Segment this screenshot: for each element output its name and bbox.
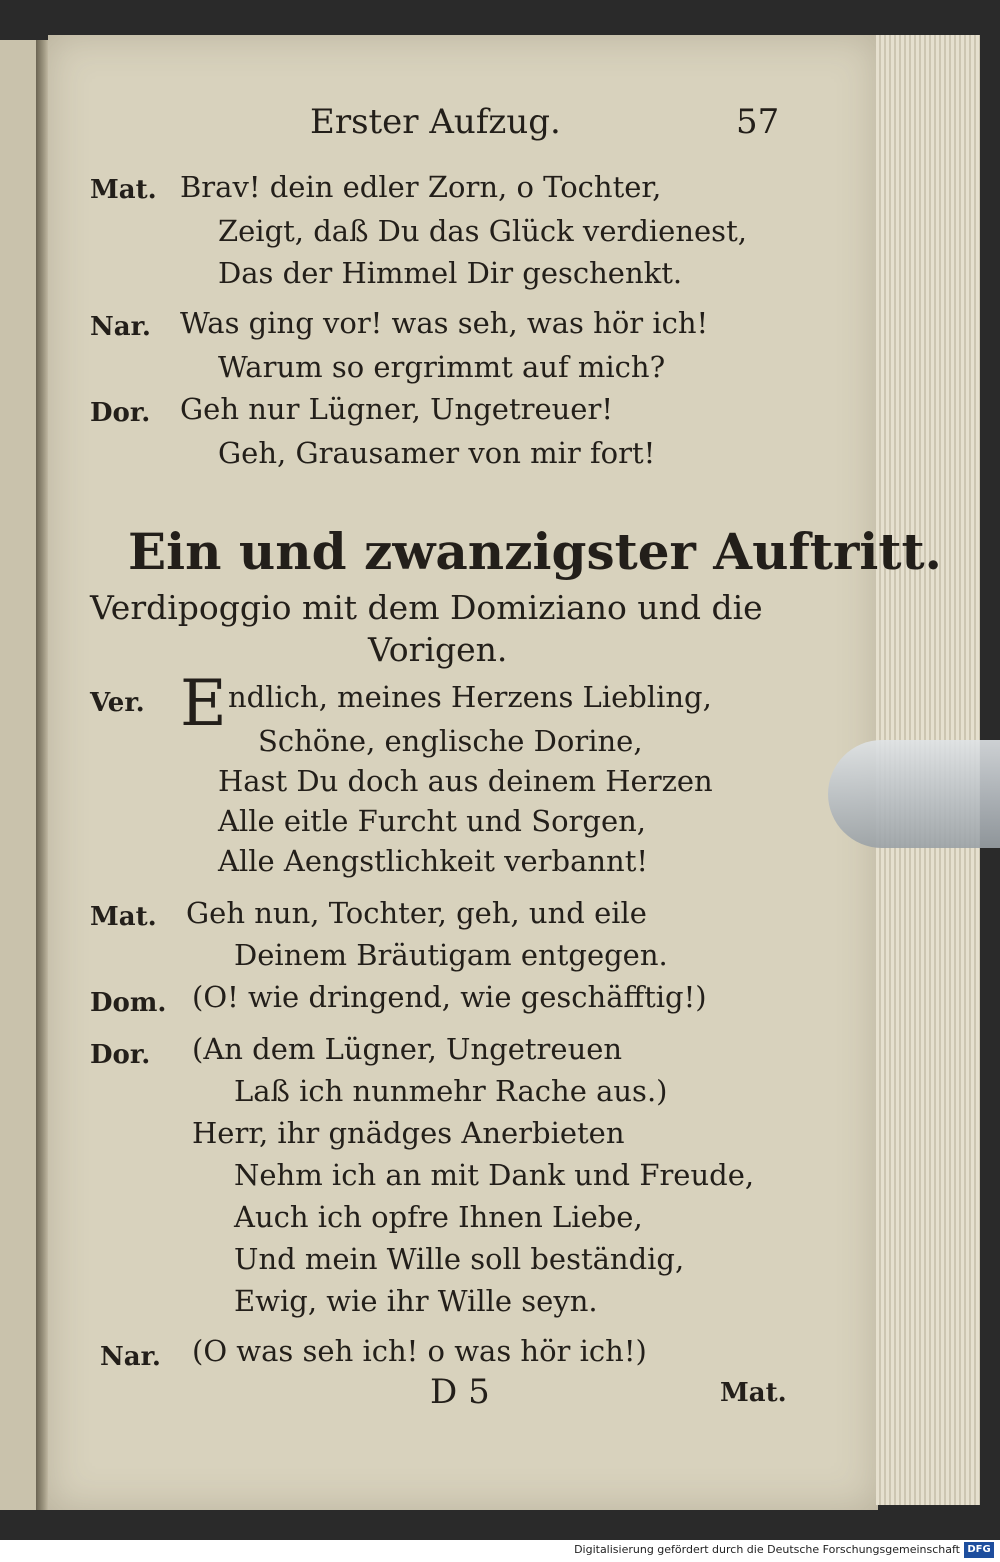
- verse-line: Laß ich nunmehr Rache aus.): [234, 1074, 668, 1108]
- speaker-ver: Ver.: [90, 688, 145, 718]
- scene-title: Ein und zwanzigster Auftritt.: [128, 522, 942, 581]
- verse-line: Brav! dein edler Zorn, o Tochter,: [180, 170, 662, 204]
- verse-line: Geh, Grausamer von mir fort!: [218, 436, 656, 470]
- verse-line: Geh nur Lügner, Ungetreuer!: [180, 392, 613, 426]
- verse-line: Deinem Bräutigam entgegen.: [234, 938, 668, 972]
- dfg-logo: DFG: [964, 1542, 994, 1558]
- speaker-nar: Nar.: [100, 1342, 161, 1372]
- page-number: 57: [736, 102, 780, 142]
- verse-line: Alle Aengstlichkeit verbannt!: [218, 844, 649, 878]
- speaker-mat: Mat.: [90, 175, 157, 205]
- speaker-nar: Nar.: [90, 312, 151, 342]
- left-page-edge: [0, 40, 40, 1510]
- page-clip: [828, 740, 1000, 848]
- verse-line: ndlich, meines Herzens Liebling,: [228, 680, 712, 714]
- running-header: Erster Aufzug.: [310, 102, 561, 142]
- speaker-dom: Dom.: [90, 988, 167, 1018]
- catchword: Mat.: [720, 1378, 787, 1408]
- scene-subtitle: Verdipoggio mit dem Domiziano und die: [90, 588, 763, 627]
- verse-line: Geh nun, Tochter, geh, und eile: [186, 896, 647, 930]
- verse-line: Ewig, wie ihr Wille seyn.: [234, 1284, 598, 1318]
- verse-line: (An dem Lügner, Ungetreuen: [192, 1032, 623, 1066]
- speaker-dor: Dor.: [90, 398, 151, 428]
- verse-line: Das der Himmel Dir geschenkt.: [218, 256, 683, 290]
- verse-line: Nehm ich an mit Dank und Freude,: [234, 1158, 755, 1192]
- verse-line: Schöne, englische Dorine,: [258, 724, 643, 758]
- drop-capital: E: [180, 667, 227, 741]
- verse-line: Alle eitle Furcht und Sorgen,: [218, 804, 647, 838]
- credit-bar: [0, 1540, 1000, 1562]
- verse-line: Was ging vor! was seh, was hör ich!: [180, 306, 709, 340]
- scene-subtitle: Vorigen.: [368, 630, 508, 669]
- verse-line: Hast Du doch aus deinem Herzen: [218, 764, 713, 798]
- credit-text: Digitalisierung gefördert durch die Deutsche Forschungsgemeinschaft: [574, 1543, 960, 1556]
- speaker-dor: Dor.: [90, 1040, 151, 1070]
- verse-line: Zeigt, daß Du das Glück verdienest,: [218, 214, 747, 248]
- verse-line: Herr, ihr gnädges Anerbieten: [192, 1116, 625, 1150]
- verse-line: Warum so ergrimmt auf mich?: [218, 350, 666, 384]
- verse-line: (O! wie dringend, wie geschäfftig!): [192, 980, 707, 1014]
- verse-line: Auch ich opfre Ihnen Liebe,: [234, 1200, 643, 1234]
- verse-line: (O was seh ich! o was hör ich!): [192, 1334, 647, 1368]
- verse-line: Und mein Wille soll beständig,: [234, 1242, 685, 1276]
- speaker-mat: Mat.: [90, 902, 157, 932]
- signature-mark: D 5: [430, 1372, 490, 1412]
